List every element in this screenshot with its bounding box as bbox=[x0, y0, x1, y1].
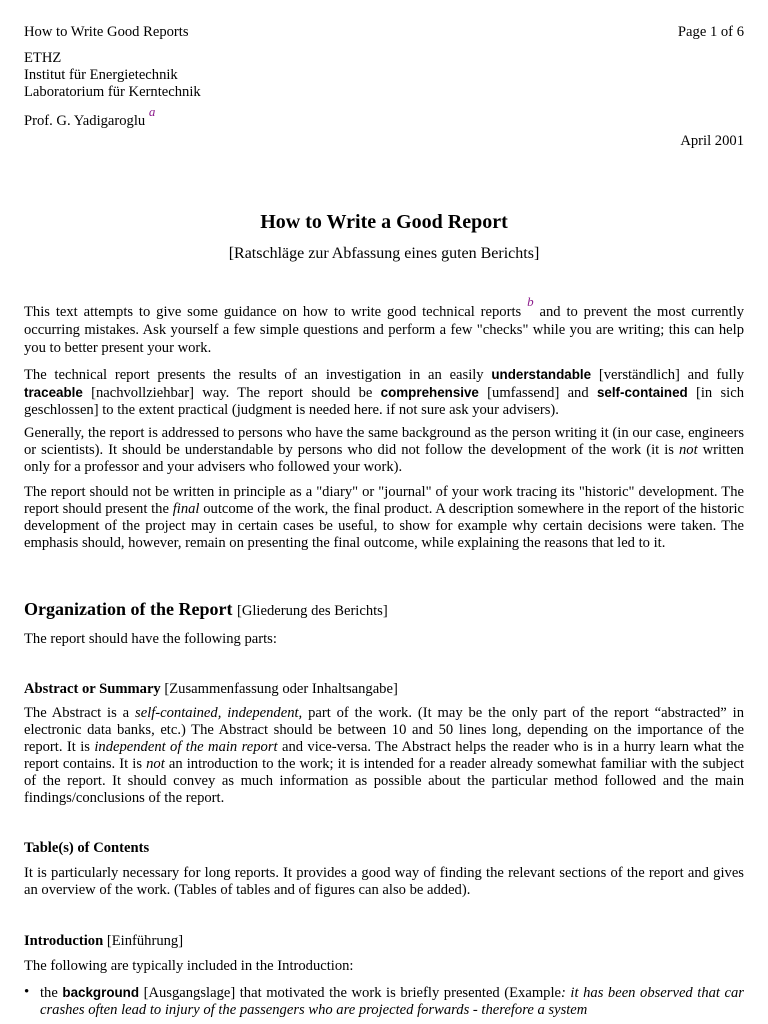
example-text: : it has been observed that car crashes often lead to injury of the passengers who are projected forwards - therefore a system bbox=[40, 985, 744, 1018]
text-run: the bbox=[40, 985, 58, 1001]
emphasis-not: not bbox=[146, 756, 165, 772]
footnote-marker-b[interactable]: b bbox=[527, 294, 534, 309]
term-background: background bbox=[62, 985, 140, 1000]
document-subtitle: [Ratschläge zur Abfassung eines guten Berichts] bbox=[228, 245, 540, 262]
heading-text: Introduction bbox=[24, 933, 104, 949]
term-understandable: understandable bbox=[491, 367, 592, 382]
text-run: The technical report presents the results of an investigation in an easily bbox=[24, 367, 484, 383]
author-line bbox=[24, 106, 201, 130]
intro-paragraph-2 bbox=[24, 366, 744, 419]
heading-translation: [Zusammenfassung oder Inhaltsangabe] bbox=[164, 681, 398, 697]
subsection-heading-introduction bbox=[24, 933, 183, 950]
text-run: [Ausgangslage] that motivated the work is briefly presented (Example bbox=[143, 985, 562, 1001]
text-run: and vice-versa. The Abstract helps the reader who is in a hurry learn what the report contains. It is bbox=[24, 739, 744, 772]
introduction-lead: The following are typically included in the Introduction: bbox=[24, 958, 354, 974]
subsection-heading-abstract bbox=[24, 681, 398, 698]
heading-translation: [Gliederung des Berichts] bbox=[236, 603, 388, 619]
heading-text: Organization of the Report bbox=[24, 599, 233, 619]
heading-translation: [Einführung] bbox=[106, 933, 184, 949]
term-traceable: traceable bbox=[24, 385, 83, 400]
affiliation-line: ETHZ bbox=[24, 50, 62, 66]
section-heading-organization bbox=[24, 601, 388, 620]
emphasis-not: not bbox=[678, 442, 698, 458]
bullet-marker: • bbox=[24, 984, 30, 1000]
text-run: [verständlich] and fully bbox=[598, 367, 744, 383]
document-title: How to Write a Good Report bbox=[260, 211, 508, 233]
intro-paragraph-3 bbox=[24, 425, 744, 476]
text-run: The report should not be written in principle as a "diary" or "journal" of your work tracing its "historic" development. The report should present the bbox=[24, 484, 744, 517]
term-comprehensive: comprehensive bbox=[380, 385, 479, 400]
heading-text: Abstract or Summary bbox=[24, 681, 161, 697]
text-run: and to prevent the most currently occurring mistakes. Ask yourself a few simple questions and perform a few "checks" while you are writing; this can help you to better present your work. bbox=[24, 303, 744, 356]
emphasis-text: independent of the main report bbox=[94, 739, 278, 755]
running-title: How to Write Good Reports bbox=[24, 24, 189, 40]
text-run: [in sich geschlossen] to the extent practical (judgment is needed here. if not sure ask your advisers). bbox=[24, 385, 744, 418]
text-run: Generally, the report is addressed to persons who have the same background as the person writing it (in our case, engineers or scientists). It should be understandable by persons who did not follow the development of the work (it is bbox=[24, 425, 744, 458]
affiliation-block bbox=[24, 50, 201, 130]
intro-paragraph-4 bbox=[24, 484, 744, 552]
emphasis-final: final bbox=[172, 501, 200, 517]
text-run: part of the work. (It may be the only part of the report “abstracted” in electronic data banks, etc.) The Abstract should be between 10 and 50 lines long, depending on the importance of the report. It is bbox=[24, 705, 744, 755]
text-run: [umfassend] and bbox=[487, 385, 589, 401]
text-run: an introduction to the work; it is intended for a reader already somewhat familiar with the subject of the report. It should convey as much information as possible about the particular method followed and the main findings/conclusions of the report. bbox=[24, 756, 744, 806]
toc-paragraph: It is particularly necessary for long reports. It provides a good way of finding the relevant sections of the report and gives an overview of the work. (Tables of tables and of figures can also be added). bbox=[24, 865, 744, 898]
text-run: outcome of the work, the final product. A description somewhere in the report of the historic development of the project may in certain cases be useful, to show for example why certain decisions were taken. The emphasis should, however, remain on presenting the final outcome, while explaining the reasons that led to it. bbox=[24, 501, 745, 551]
emphasis-text: self-contained, independent, bbox=[135, 705, 303, 721]
list-item bbox=[40, 984, 744, 1019]
author-name: Prof. G. Yadigaroglu bbox=[24, 112, 146, 129]
page-number: Page 1 of 6 bbox=[677, 24, 744, 40]
text-run: [nachvollziehbar] way. The report should be bbox=[91, 385, 373, 401]
affiliation-line: Laboratorium für Kerntechnik bbox=[24, 84, 201, 100]
text-run: The Abstract is a bbox=[24, 705, 130, 721]
organization-lead: The report should have the following parts: bbox=[24, 631, 277, 647]
text-run: written only for a professor and your advisers who followed your work). bbox=[24, 442, 744, 475]
document-date: April 2001 bbox=[680, 133, 744, 149]
affiliation-line: Institut für Energietechnik bbox=[24, 67, 178, 83]
footnote-marker-a[interactable]: a bbox=[148, 104, 156, 119]
intro-paragraph-1 bbox=[24, 294, 744, 357]
term-self-contained: self-contained bbox=[596, 385, 688, 400]
abstract-paragraph bbox=[24, 705, 744, 807]
subsection-heading-toc: Table(s) of Contents bbox=[24, 840, 150, 856]
text-run: This text attempts to give some guidance on how to write good technical reports bbox=[24, 303, 522, 320]
